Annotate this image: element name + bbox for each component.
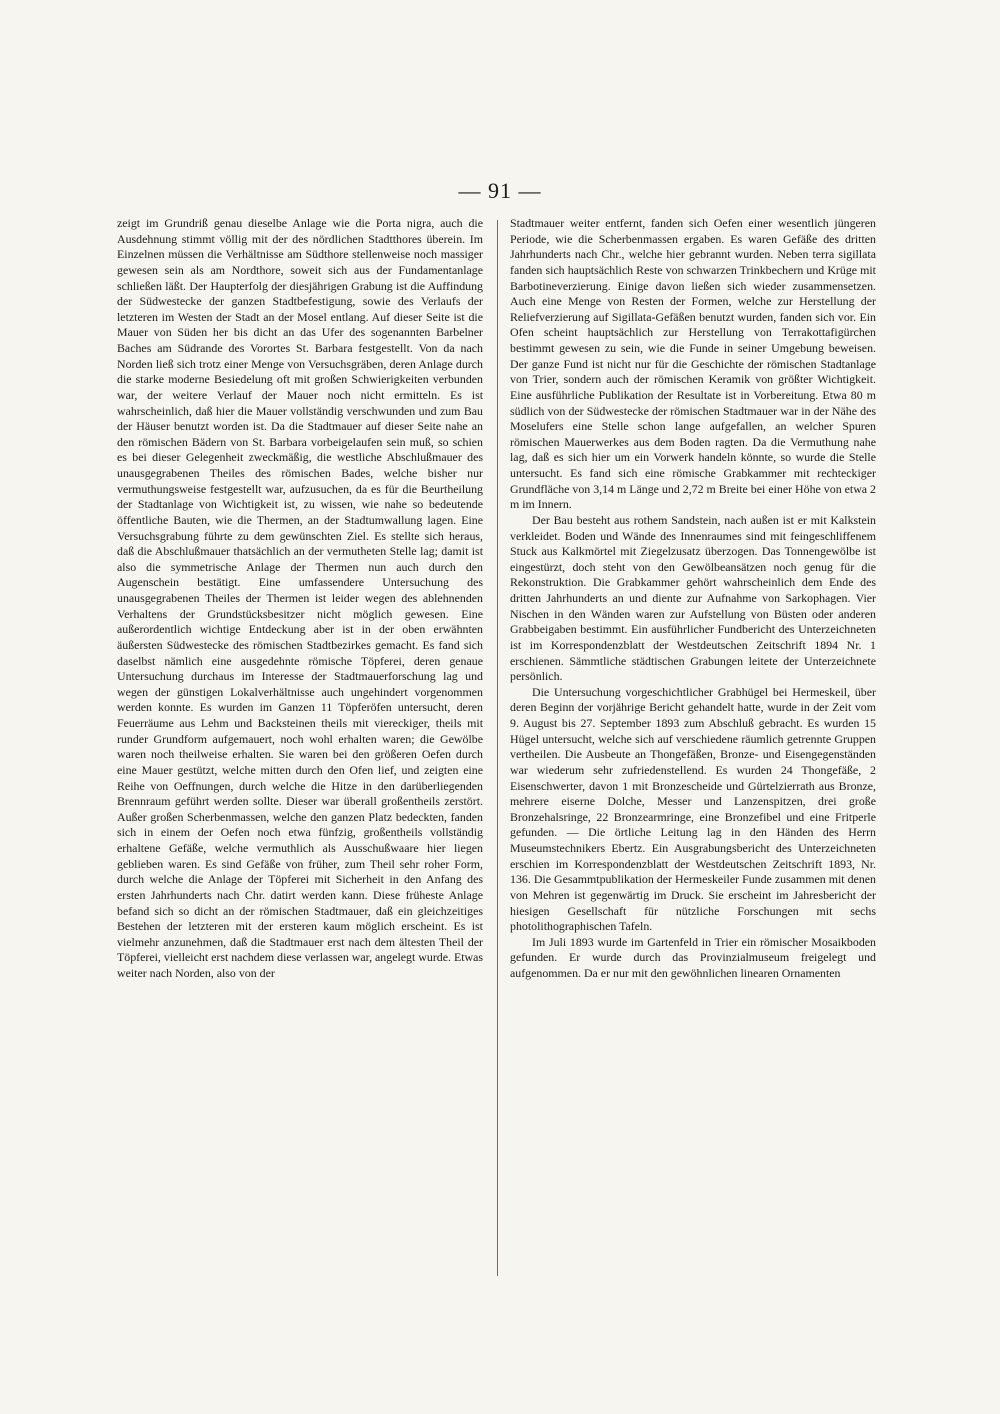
paragraph: zeigt im Grundriß genau dieselbe Anlage wie die Porta nigra, auch die Ausdehnung stimmt völlig mit der des nördlichen Stadtthores überein. Im Einzelnen müssen die Verhältnisse am Südthore stellenweise noch massiger gewesen sein als am Nordthore, soweit sich aus der Fundamentanlage schließen läßt. Der Haupterfolg der diesjährigen Grabung ist die Auffindung der Südwestecke der ganzen Stadtbefestigung, sowie des Verlaufs der letzteren im Westen der Stadt an der Mosel entlang. Auf dieser Seite ist die Mauer von Süden her bis dicht an das Ufer des sogenannten Barbelner Baches am Südrande des Vorortes St. Barbara festgestellt. Von da nach Norden ließ sich trotz einer Menge von Versuchsgräben, deren Anlage durch die starke moderne Besiedelung oft mit großen Schwierigkeiten verbunden war, der weitere Verlauf der Mauer noch nicht ermitteln. Es ist wahrscheinlich, daß hier die Mauer vollständig verschwunden und zum Bau der Häuser benutzt worden ist. Da die Stadtmauer auf dieser Seite nahe an den römischen Bädern von St. Barbara vorbeigelaufen sein muß, so schien es bei dieser Gelegenheit zweckmäßig, die westliche Abschlußmauer des unausgegrabenen Theiles des römischen Bades, welche bisher nur vermuthungsweise festgestellt war, aufzusuchen, da es für die Beurtheilung der Stadtanlage von Wichtigkeit ist, zu wissen, wie nahe so bedeutende öffentliche Bauten, wie die Thermen, an der Stadtumwallung lagen. Eine Versuchsgrabung führte zu dem gewünschten Ziel. Es stellte sich heraus, daß die Abschlußmauer thatsächlich an der vermutheten Stelle lag; damit ist also die symmetrische Anlage der Thermen nun auch durch den Augenschein bestätigt. Eine umfassendere Untersuchung des unausgegrabenen Theiles der Thermen ist leider wegen des ablehnenden Verhaltens der Grundstücksbesitzer nicht möglich gewesen. Eine außerordentlich wichtige Entdeckung aber ist in der oben erwähnten äußersten Südwestecke des römischen Stadtbezirkes gemacht. Es fand sich daselbst nämlich eine ausgedehnte römische Töpferei, deren genaue Untersuchung durchaus im Interesse der Stadtmauerforschung lag und wegen der günstigen Lokalverhältnisse auch ungehindert vorgenommen werden konnte. Es wurden im Ganzen 11 Töpferöfen untersucht, deren Feuerräume aus Lehm und Backsteinen theils mit viereckiger, theils mit runder Grundform aufgemauert, noch wohl erhalten waren; die Gewölbe waren noch theilweise erhalten. Sie waren bei den größeren Oefen durch eine Mauer gestützt, welche mitten durch den Ofen lief, und zeigten eine Reihe von Oeffnungen, durch welche die Hitze in den darüberliegenden Brennraum geführt werden sollte. Dieser war überall großentheils zerstört. Außer großen Scherbenmassen, welche den ganzen Platz bedeckten, fanden sich in einem der Oefen noch etwa fünfzig, großentheils vollständig erhaltene Gefäße, welche vermuthlich als Ausschußwaare hier liegen geblieben waren. Es sind Gefäße von früher, zum Theil sehr roher Form, durch welche die Anlage der Töpferei mit Sicherheit in den Anfang des ersten Jahrhunderts nach Chr. datirt werden kann. Diese früheste Anlage befand sich so dicht an der römischen Stadtmauer, daß ein gleichzeitiges Bestehen der letzteren mit der ersteren kaum möglich erscheint. Es ist vielmehr anzunehmen, daß die Stadtmauer erst nach dem ältesten Theil der Töpferei, vielleicht erst nachdem diese verlassen war, angelegt wurde. Etwas weiter nach Norden, also von der [117, 216, 483, 980]
left-column [117, 216, 483, 1276]
column-divider [497, 220, 498, 1276]
page-number: — 91 — [458, 178, 542, 203]
paragraph: Der Bau besteht aus rothem Sandstein, nach außen ist er mit Kalkstein verkleidet. Boden und Wände des Innenraumes sind mit feingeschliffenem Stuck aus Kalkmörtel mit Ziegelzusatz überzogen. Das Tonnengewölbe ist eingestürzt, doch steht von den Gewölbeansätzen noch genug für die Rekonstruktion. Die Grabkammer gehört wahrscheinlich dem Ende des dritten Jahrhunderts an und diente zur Aufnahme von Sarkophagen. Vier Nischen in den Wänden waren zur Aufstellung von Büsten oder anderen Grabbeigaben bestimmt. Ein ausführlicher Fundbericht des Unterzeichneten ist im Korrespondenzblatt der Westdeutschen Zeitschrift 1894 Nr. 1 erschienen. Sämmtliche städtischen Grabungen leitete der Unterzeichnete persönlich. [510, 512, 876, 684]
paragraph: Im Juli 1893 wurde im Gartenfeld in Trier ein römischer Mosaikboden gefunden. Er wurde durch das Provinzialmuseum freigelegt und aufgenommen. Da er nur mit den gewöhnlichen linearen Ornamenten [510, 934, 876, 980]
paragraph: Stadtmauer weiter entfernt, fanden sich Oefen einer wesentlich jüngeren Periode, wie die Scherbenmassen ergaben. Es waren Gefäße des dritten Jahrhunderts nach Chr., welche hier gebrannt wurden. Neben terra sigillata fanden sich hauptsächlich Reste von schwarzen Trinkbechern und Krüge mit Barbotineverzierung. Einige davon ließen sich wieder zusammensetzen. Auch eine Menge von Resten der Formen, welche zur Herstellung der Reliefverzierung auf Sigillata-Gefäßen benutzt wurden, fanden sich vor. Ein Ofen scheint hauptsächlich zur Herstellung von Terrakottafigürchen bestimmt gewesen zu sein, wie die Funde in seiner Umgebung beweisen. Der ganze Fund ist nicht nur für die Geschichte der römischen Stadtanlage von Trier, sondern auch der römischen Keramik von größter Wichtigkeit. Eine ausführliche Publikation der Resultate ist in Vorbereitung. Etwa 80 m südlich von der Südwestecke der römischen Stadtmauer war in der Nähe des Moselufers eine Stelle schon lange aufgefallen, an welcher Spuren römischen Mauerwerkes aus dem Boden ragten. Da die Vermuthung nahe lag, daß es sich hier um ein Vorwerk handeln könnte, so wurde die Stelle untersucht. Es fand sich eine römische Grabkammer mit rechteckiger Grundfläche von 3,14 m Länge und 2,72 m Breite bei einer Höhe von etwa 2 m im Innern. [510, 216, 876, 512]
paragraph: Die Untersuchung vorgeschichtlicher Grabhügel bei Hermeskeil, über deren Beginn der vorjährige Bericht gehandelt hatte, wurde in der Zeit vom 9. August bis 27. September 1893 zum Abschluß gebracht. Es wurden 15 Hügel untersucht, welche sich auf verschiedene räumlich getrennte Gruppen vertheilen. Die Ausbeute an Thongefäßen, Bronze- und Eisengegenständen war wiederum sehr zufriedenstellend. Es wurden 24 Thongefäße, 2 Eisenschwerter, davon 1 mit Bronzescheide und Gürtelzierrath aus Bronze, mehrere eiserne Dolche, Messer und Lanzenspitzen, drei große Bronzehalsringe, 22 Bronzearmringe, eine Bronzefibel und eine Fritperle gefunden. — Die örtliche Leitung lag in den Händen des Herrn Museumstechnikers Ebertz. Ein Ausgrabungsbericht des Unterzeichneten erschien im Korrespondenzblatt der Westdeutschen Zeitschrift 1893, Nr. 136. Die Gesammtpublikation der Hermeskeiler Funde zusammen mit denen von Mehren ist gegenwärtig im Druck. Sie erscheint im Jahresbericht der hiesigen Gesellschaft für nützliche Forschungen mit sechs photolithographischen Tafeln. [510, 684, 876, 934]
right-column [510, 216, 876, 1276]
